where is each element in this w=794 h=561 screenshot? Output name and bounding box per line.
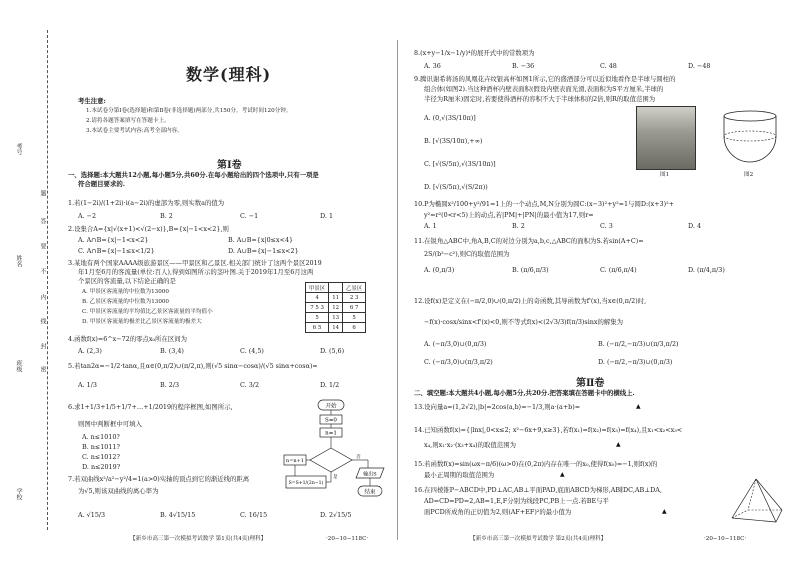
q10-stem: 10.P为椭圆x²/100+y²/91=1上的一个动点,M,N分别为圆C:(x−3)²+y²=1与圆D:(x+3)²+ bbox=[414, 200, 675, 208]
q3-option: A. 甲景区客流量的中位数为13000 bbox=[82, 289, 169, 295]
seal-char: 密 bbox=[39, 366, 46, 372]
note-item: 3.本试卷主要考试内容:高考全部内容。 bbox=[86, 128, 183, 134]
footer-left: 【新乡市高三第一次模拟考试数学 第1页(共4页)理科】 bbox=[130, 536, 267, 542]
stem-leaf-cell: 4 bbox=[306, 293, 329, 303]
q10-stem-cont: y²=r²(0<r<5)上的动点,若|PM|+|PN|的最小值为17,则r= bbox=[424, 211, 594, 219]
stem-leaf-row bbox=[306, 293, 366, 303]
q11-stem: 11.在锐角△ABC中,角A,B,C的对边分别为a,b,c,△ABC的面积为S.若sin(A+C)= bbox=[414, 237, 644, 245]
seal-char: 题 bbox=[39, 190, 46, 196]
q1-stem: 1.若(1−2i)/(1+2i)·i(a−2i)的虚部为零,则实数a的值为 bbox=[68, 199, 225, 207]
q12-stem: 12.设f(x)是定义在(−π/2,0)∪(0,π/2)上的奇函数,其导函数为f'(x),当x∈(0,π/2)时, bbox=[414, 297, 647, 305]
section1-heading: 一、选择题:本大题共12小题,每小题5分,共60分.在每小题给出的四个选项中,只有一项是 bbox=[68, 171, 319, 179]
q6-option: D. n≤2019? bbox=[82, 463, 121, 471]
seal-dashed-line bbox=[47, 30, 48, 530]
program-flowchart bbox=[282, 398, 392, 510]
q9-stem-cont: 半径为R厘米)固定时,若要使得酒杯的容积不大于半球体积的2倍,则R的取值范围为 bbox=[424, 95, 656, 103]
q4-option: B. (3,4) bbox=[160, 347, 184, 355]
stem-leaf-cell: 11 bbox=[329, 293, 343, 303]
q16-stem: 16.在四棱锥P−ABCD中,PD⊥AC,AB⊥平面PAD,底面ABCD为梯形,AB∥DC,AB⊥DA, bbox=[414, 486, 662, 494]
q8-option: D. −48 bbox=[688, 62, 711, 70]
q15-stem: 15.若函数f(x)=sin(ωx−π/6)(ω>0)在(0,2π)内存在唯一的x₀,使得f(x₀)=−1,则f(x)的 bbox=[414, 460, 658, 468]
q2-option: B. A∪B={x|0≤x<4} bbox=[228, 236, 294, 244]
q4-option: A. (2,3) bbox=[78, 347, 102, 355]
q10-option: C. 3 bbox=[600, 222, 613, 230]
note-item: 1.本试卷分第Ⅰ卷(选择题)和第Ⅱ卷(非选择题)两部分,共150分。考试时间120分钟。 bbox=[86, 108, 292, 114]
stem-leaf-cell: 14 bbox=[329, 323, 343, 333]
flow-no-label: 否 bbox=[356, 455, 361, 460]
q6-option: C. n≤1012? bbox=[82, 453, 120, 461]
stem-leaf-cell: 5 bbox=[343, 313, 366, 323]
stem-leaf-row bbox=[306, 313, 366, 323]
q12-option: A. (−π/3,0)∪(0,π/3) bbox=[424, 340, 487, 348]
cup-photo bbox=[636, 106, 696, 170]
stem-leaf-cell: 6 5 bbox=[306, 323, 329, 333]
q9-option: D. [√(S/5π),√(S/2π)) bbox=[424, 183, 488, 191]
q11-option: C. (π/6,π/4) bbox=[600, 266, 637, 274]
q15-stem-cont: 最小正周期的取值范围为 bbox=[424, 471, 495, 479]
q1-option: D. 1 bbox=[320, 212, 334, 220]
footer-right: 【新乡市高三第一次模拟考试数学 第2页(共4页)理科】 bbox=[470, 536, 607, 542]
note-item: 2.请将各题答案填写在答题卡上。 bbox=[86, 118, 170, 124]
binding-strip bbox=[0, 0, 60, 561]
q10-option: B. 2 bbox=[512, 222, 525, 230]
flow-decision bbox=[310, 448, 352, 472]
answer-blank-marker: ▲ bbox=[560, 471, 565, 478]
q7-stem: 7.若双曲线x²/a²−y²/4=1(a>0)实轴的顶点到它的渐近线的距离 bbox=[68, 475, 250, 483]
name-label: 姓名 bbox=[15, 255, 22, 267]
flow-init-s-text: S=0 bbox=[325, 417, 337, 424]
q9-option: C. [√(S/5π),√(3S/10π)] bbox=[424, 160, 496, 168]
answer-blank-marker: ▲ bbox=[662, 508, 667, 515]
q6-stem-cont: 则图中判断框中可填入 bbox=[78, 420, 142, 428]
part2-title: 第Ⅱ卷 bbox=[576, 378, 605, 389]
flow-increment-text: n=n+1 bbox=[285, 458, 305, 464]
class-label: 班级 bbox=[15, 360, 22, 372]
cup-diagram bbox=[718, 108, 782, 170]
stem-leaf-cell: 6 7 bbox=[343, 303, 366, 313]
q1-option: C. −1 bbox=[240, 212, 259, 220]
stem-leaf-cell: 2 3 bbox=[343, 293, 366, 303]
stem-leaf-cell: 12 bbox=[329, 303, 343, 313]
q11-option: D. (π/4,π/3) bbox=[688, 266, 725, 274]
flow-sum-text: S=S+1/(2n−1) bbox=[288, 481, 324, 486]
q3-option: B. 乙景区客流量的中位数为13000 bbox=[82, 299, 169, 305]
q7-stem-cont: 为√5,则该双曲线的离心率为 bbox=[78, 487, 159, 495]
q9-option: A. (0,√(3S/10π)] bbox=[424, 114, 476, 122]
q1-option: B. 2 bbox=[160, 212, 173, 220]
notes-heading: 考生注意: bbox=[78, 97, 106, 105]
q3-stem-cont: 个景区的客流量,以下结论正确的是 bbox=[78, 277, 176, 285]
q12-stem-cont: −f(x)·cosx/sinx<f'(x)<0,则不等式f(x)<(2√3/3)f(π/3)sinx的解集为 bbox=[424, 318, 624, 326]
q5-option: D. 1/2 bbox=[320, 381, 340, 389]
q3-stem: 3.某地有两个国家AAAA级旅游景区——甲景区和乙景区.相关部门统计了这两个景区2019 bbox=[68, 259, 322, 267]
seal-char: 封 bbox=[39, 343, 46, 349]
q6-option: B. n≤1011? bbox=[82, 443, 120, 451]
flow-start-text: 开始 bbox=[325, 403, 337, 410]
q12-option: D. (−π/2,−π/3)∪(0,π/3) bbox=[598, 358, 673, 366]
footer-right-code: ·20−10−118C· bbox=[704, 536, 747, 542]
q12-option: C. (−π/3,0)∪(π/3,π/2) bbox=[424, 358, 493, 366]
q11-stem-cont: 2S/(b²−c²),则C的取值范围为 bbox=[424, 250, 510, 258]
seal-char: 内 bbox=[39, 294, 46, 300]
q7-option: D. 2√15/5 bbox=[320, 511, 352, 519]
q2-option: C. A∩B={x|−1≤x<1/2} bbox=[78, 247, 155, 255]
seal-char: 不 bbox=[39, 268, 46, 274]
q14-stem-cont: x₄,则x₁·x₂·(x₃+x₄)的取值范围为 bbox=[424, 441, 516, 449]
school-label: 学校 bbox=[15, 488, 22, 500]
stem-leaf-cell: 5 bbox=[306, 313, 329, 323]
q6-option: A. n≤1010? bbox=[82, 433, 120, 441]
q9-stem-cont: 组合体(如图2).当这种酒杯内壁表面积(假设内壁表面光滑,表面积为S平方厘米,半球的 bbox=[424, 85, 664, 93]
q6-stem: 6.求1+1/3+1/5+1/7+…+1/2019的程序框图,如图所示, bbox=[68, 403, 233, 411]
stem-leaf-row bbox=[306, 303, 366, 313]
q4-option: C. (4,5) bbox=[240, 347, 264, 355]
stem-leaf-row bbox=[306, 323, 366, 333]
q10-option: D. 4 bbox=[688, 222, 702, 230]
q3-option: C. 甲景区客流量的平均值比乙景区客流量的平均值小 bbox=[82, 309, 213, 315]
q5-option: C. 3/2 bbox=[240, 381, 260, 389]
flow-output-text: 输出S bbox=[363, 471, 377, 478]
pyramid-figure bbox=[726, 476, 788, 530]
stem-leaf-table bbox=[305, 282, 366, 333]
answer-blank-marker: ▲ bbox=[636, 403, 641, 410]
part1-title: 第Ⅰ卷 bbox=[217, 160, 242, 171]
stem-leaf-header bbox=[306, 283, 366, 293]
section1-heading-cont: 符合题目要求的. bbox=[78, 180, 125, 188]
q3-stem-cont: 年1月至6月的客流量(单位:百人),得到如图所示的茎叶图.关于2019年1月至6月这两 bbox=[78, 268, 314, 276]
q8-option: A. 36 bbox=[424, 62, 441, 70]
answer-blank-marker: ▲ bbox=[616, 441, 621, 448]
exam-number-label: 考号 bbox=[15, 143, 22, 155]
fig2-caption: 图2 bbox=[744, 172, 754, 178]
q7-option: C. 16/15 bbox=[240, 511, 268, 519]
stem-leaf-cell: 7 5 3 bbox=[306, 303, 329, 313]
q12-option: B. (−π/2,−π/3)∪(π/3,π/2) bbox=[598, 340, 679, 348]
q9-option: B. [√(3S/10π),+∞) bbox=[424, 137, 483, 145]
q8-option: B. −36 bbox=[512, 62, 535, 70]
footer-left-code: ·20−10−118C· bbox=[326, 536, 369, 542]
flow-end-text: 结束 bbox=[364, 489, 376, 496]
q11-option: B. (π/6,π/3) bbox=[512, 266, 549, 274]
fig1-caption: 图1 bbox=[660, 172, 670, 178]
q5-option: B. 2/3 bbox=[160, 381, 180, 389]
seal-char: 线 bbox=[39, 318, 46, 324]
section2-heading: 二、填空题:本大题共4小题,每小题5分,共20分.把答案填在答题卡中的横线上. bbox=[414, 389, 635, 397]
column-divider bbox=[397, 40, 398, 540]
page-title: 数学(理科) bbox=[186, 65, 272, 84]
stem-leaf-head-cell: 乙景区 bbox=[343, 283, 366, 293]
stem-leaf-cell: 13 bbox=[329, 313, 343, 323]
q7-option: A. √15/3 bbox=[78, 511, 106, 519]
q8-stem: 8.(x+y−1/x−1/y)⁴的展开式中的常数项为 bbox=[414, 49, 535, 57]
q13-stem: 13.设向量a=(1,2√2),|b|=2cos⟨a,b⟩=−1/3,则a·(a+b)= bbox=[414, 403, 581, 411]
q1-option: A. −2 bbox=[78, 212, 97, 220]
q4-stem: 4.函数f(x)=6^x−72的零点x₀所在区间为 bbox=[68, 335, 187, 343]
flow-yes-label: 是 bbox=[333, 475, 338, 480]
q11-option: A. (0,π/3) bbox=[424, 266, 455, 274]
q2-option: A. A∩B={x|−1<x<2} bbox=[78, 236, 149, 244]
q7-option: B. 4√15/15 bbox=[160, 511, 196, 519]
q10-option: A. 1 bbox=[424, 222, 437, 230]
stem-leaf-head-cell: 甲景区 bbox=[306, 283, 329, 293]
stem-leaf-head-cell bbox=[329, 283, 343, 293]
q2-option: D. A∪B={x|−1≤x<2} bbox=[228, 247, 299, 255]
q5-stem: 5.若tan2α=−1/2·tanα,且α∈(0,π/2)∪(π/2,π),则(√5 sinα−cosα)/(√5 sinα+cosα)= bbox=[68, 362, 318, 370]
q8-option: C. 48 bbox=[600, 62, 617, 70]
q4-option: D. (5,6) bbox=[320, 347, 345, 355]
stem-leaf-cell: 6 bbox=[343, 323, 366, 333]
q14-stem: 14.已知函数f(x)={|lnx|,0<x≤2; x²−6x+9,x≥3},若f(x₁)=f(x₂)=f(x₃)=f(x₄),且x₁<x₂<x₃< bbox=[414, 426, 683, 434]
q2-stem: 2.设集合A={x|√(x+1)<√(2−x)},B={x|−1<x<2},则 bbox=[68, 225, 229, 233]
flow-init-n-text: n=1 bbox=[325, 430, 337, 437]
q5-option: A. 1/3 bbox=[78, 381, 97, 389]
q16-stem-cont: AD=CD=PD=2,AB=1,E,F分别为线段PC,PB上一点.若BE与平 bbox=[424, 497, 609, 505]
seal-char: 要 bbox=[39, 243, 46, 249]
q3-option: D. 甲景区客流量的极差比乙景区客流量的极差大 bbox=[82, 319, 202, 325]
seal-char: 答 bbox=[39, 218, 46, 224]
q16-stem-cont: 面PCD所成角的正切值为2,则(AF+EF)²的最小值为 bbox=[424, 508, 572, 516]
q9-stem: 9.腾讯谢希蒋汤的凤凰花卉纹银高杯如图1所示,它的盛酒部分可以近似地看作是半球与圆柱的 bbox=[414, 75, 676, 83]
